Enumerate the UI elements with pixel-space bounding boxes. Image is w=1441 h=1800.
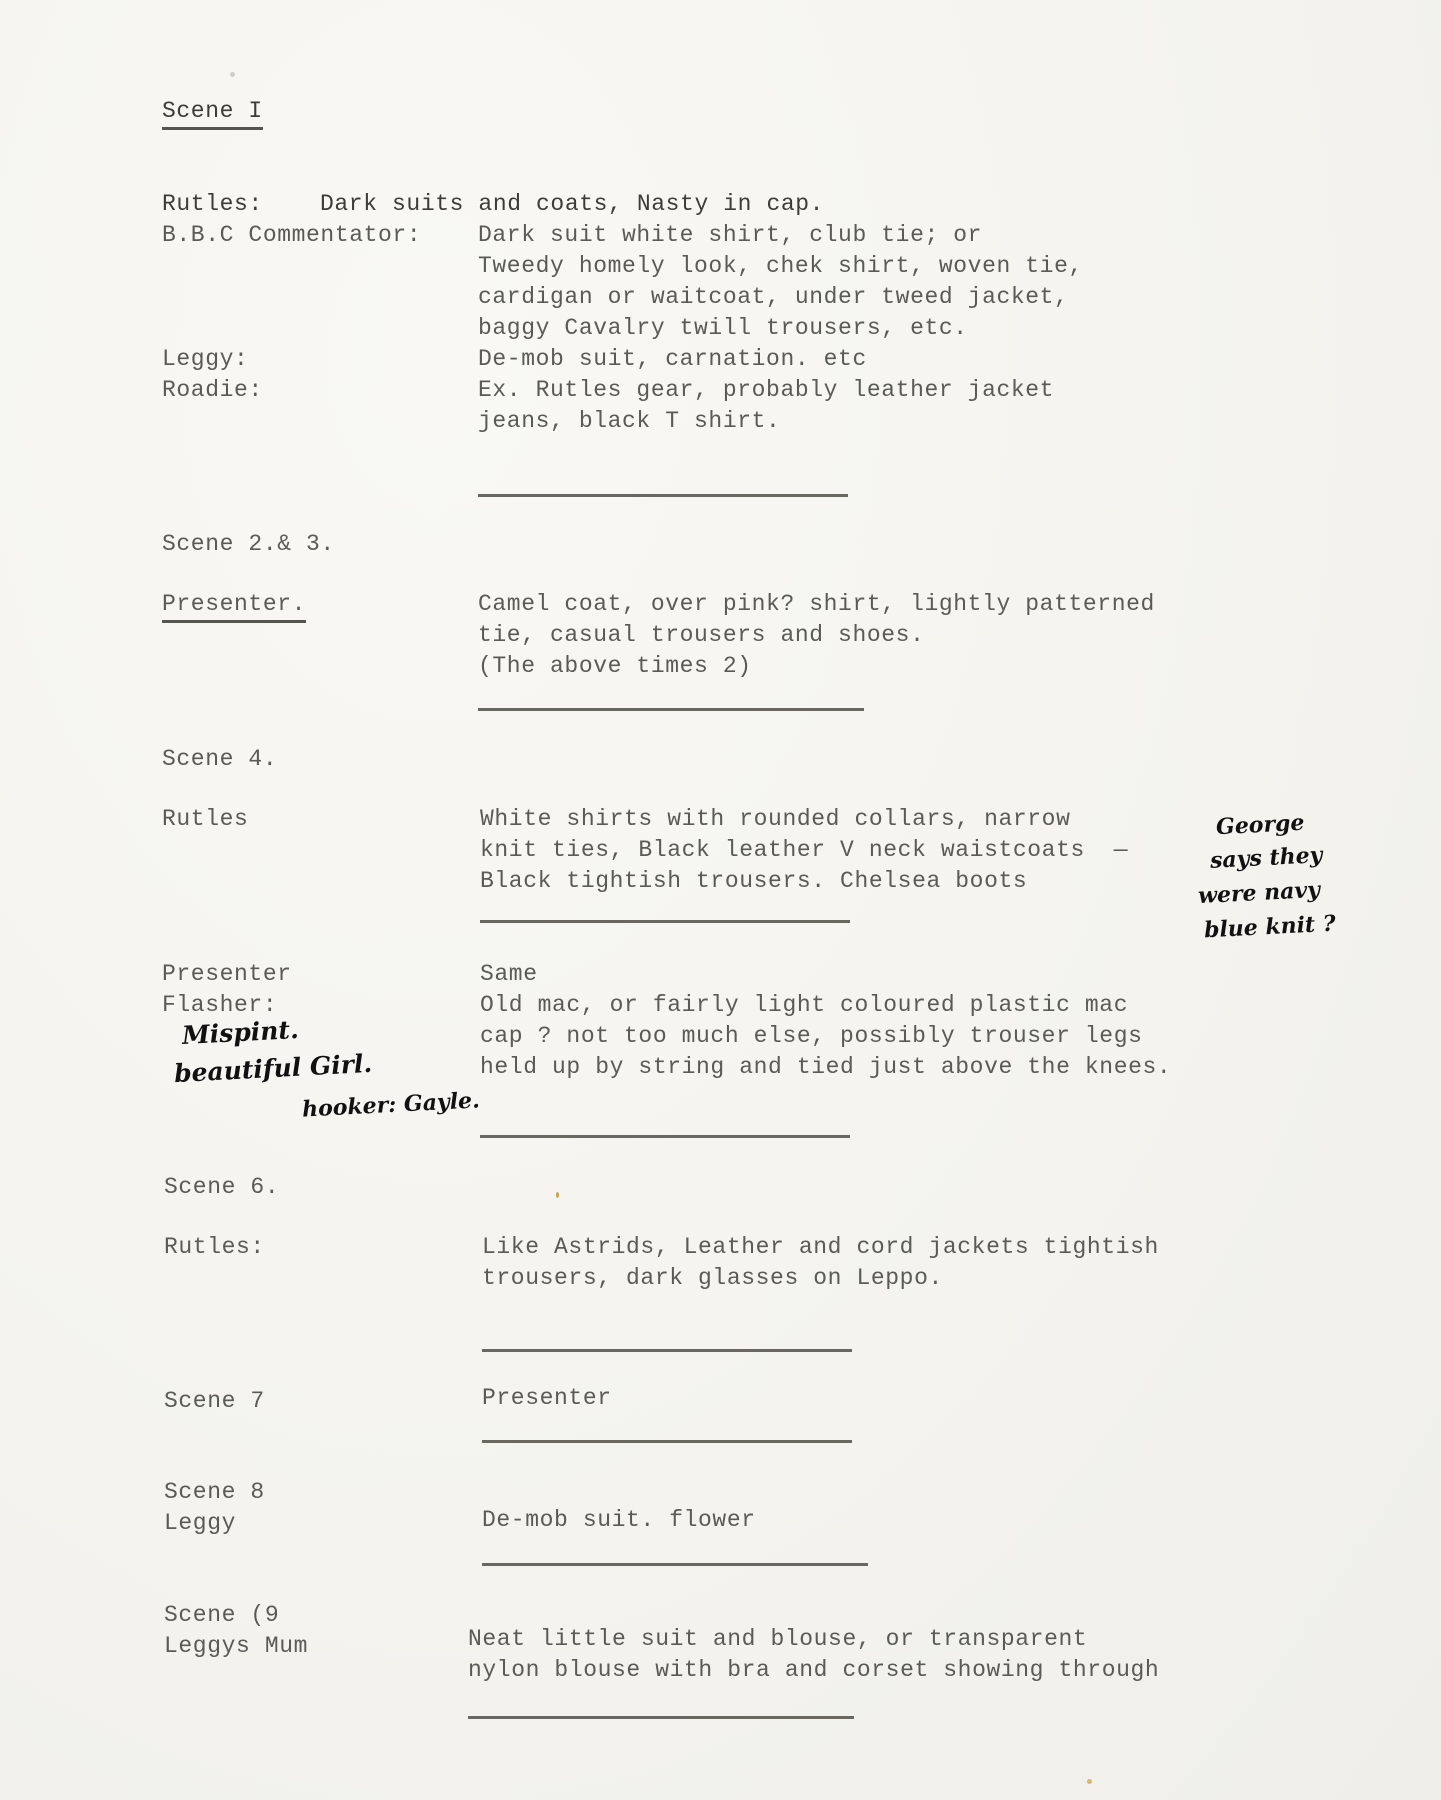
costume-line: Dark suits and coats, Nasty in cap. — [320, 191, 825, 217]
scene-8-heading: Scene 8 — [164, 1479, 265, 1505]
costume-line: Ex. Rutles gear, probably leather jacket — [478, 377, 1055, 403]
scene-7-heading: Scene 7 — [164, 1388, 265, 1414]
costume-line: De-mob suit, carnation. etc — [478, 346, 867, 372]
role-leggy: Leggy — [164, 1510, 237, 1536]
separator-rule — [468, 1716, 854, 1719]
scene-9-heading: Scene (9 — [164, 1602, 280, 1628]
costume-line: Old mac, or fairly light coloured plastic mac — [480, 992, 1129, 1018]
role-leggy: Leggy: — [162, 346, 249, 372]
paper-speck — [556, 1192, 559, 1198]
separator-rule — [482, 1349, 852, 1352]
separator-rule — [482, 1440, 852, 1443]
costume-line: nylon blouse with bra and corset showing through — [468, 1657, 1160, 1683]
role-leggys-mum: Leggys Mum — [164, 1633, 309, 1659]
role-rutles: Rutles: — [162, 191, 263, 217]
separator-rule — [478, 708, 864, 711]
separator-rule — [480, 1135, 850, 1138]
paper-speck — [230, 72, 235, 77]
costume-line: Same — [480, 961, 538, 987]
costume-line: (The above times 2) — [478, 653, 752, 679]
role-roadie: Roadie: — [162, 377, 263, 403]
paper-speck — [1087, 1779, 1092, 1784]
costume-line: trousers, dark glasses on Leppo. — [482, 1265, 943, 1291]
costume-line: Like Astrids, Leather and cord jackets tightish — [482, 1234, 1159, 1260]
costume-line: tie, casual trousers and shoes. — [478, 622, 925, 648]
costume-line: held up by string and tied just above the knees. — [480, 1054, 1172, 1080]
separator-rule — [482, 1563, 868, 1566]
costume-line: Black tightish trousers. Chelsea boots — [480, 868, 1028, 894]
scene-2-3-heading: Scene 2.& 3. — [162, 531, 335, 557]
role-presenter: Presenter. — [162, 589, 306, 623]
costume-line: Neat little suit and blouse, or transparent — [468, 1626, 1088, 1652]
role-rutles: Rutles: — [164, 1234, 265, 1260]
scene-1-heading: Scene I — [162, 96, 263, 130]
costume-line: cardigan or waitcoat, under tweed jacket, — [478, 284, 1069, 310]
costume-line: Camel coat, over pink? shirt, lightly patterned — [478, 591, 1155, 617]
costume-line: baggy Cavalry twill trousers, etc. — [478, 315, 968, 341]
costume-line: jeans, black T shirt. — [478, 408, 781, 434]
costume-line: Presenter — [482, 1385, 612, 1411]
costume-line: White shirts with rounded collars, narrow — [480, 806, 1071, 832]
separator-rule — [478, 494, 848, 497]
role-bbc-commentator: B.B.C Commentator: — [162, 222, 422, 248]
role-presenter: Presenter — [162, 961, 292, 987]
separator-rule — [480, 920, 850, 923]
costume-line: Dark suit white shirt, club tie; or — [478, 222, 983, 248]
role-rutles: Rutles — [162, 806, 249, 832]
costume-line: cap ? not too much else, possibly trouser legs — [480, 1023, 1143, 1049]
costume-line: knit ties, Black leather V neck waistcoats — — [480, 837, 1129, 863]
role-flasher: Flasher: — [162, 992, 278, 1018]
costume-line: Tweedy homely look, chek shirt, woven tie, — [478, 253, 1083, 279]
scene-4-heading: Scene 4. — [162, 746, 278, 772]
costume-line: De-mob suit. flower — [482, 1507, 756, 1533]
scene-6-heading: Scene 6. — [164, 1174, 280, 1200]
